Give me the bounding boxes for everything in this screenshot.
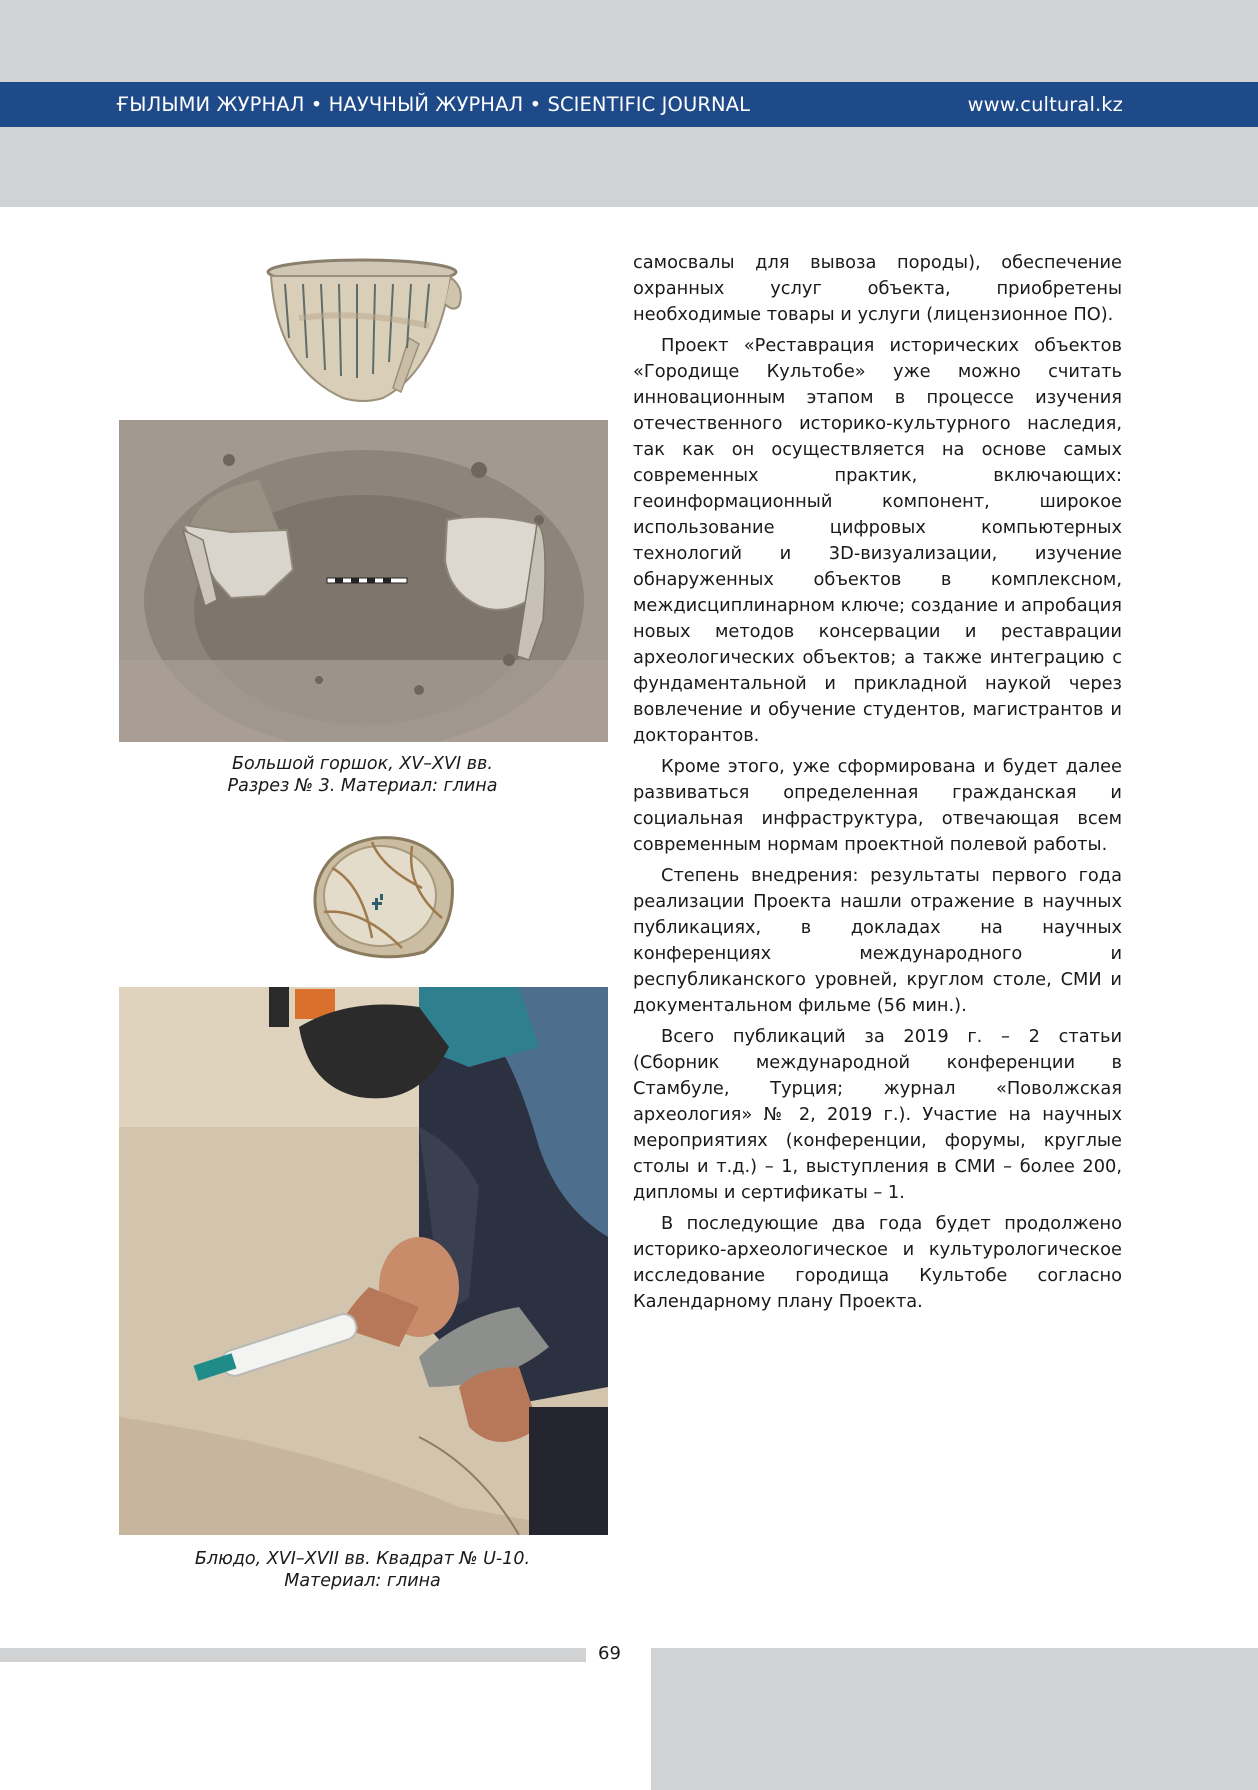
- journal-names: ҒЫЛЫМИ ЖУРНАЛ • НАУЧНЫЙ ЖУРНАЛ • SCIENTIFIC JOURNAL: [116, 93, 751, 116]
- caption-1-line-2: Разрез № 3. Материал: глина: [227, 776, 498, 796]
- paragraph-6: В последующие два года будет продолжено историко-археологическое и культурологическое исследование городища Культобе согласно Календарному плану Проекта.: [633, 1213, 1122, 1312]
- paragraph-2: Проект «Реставрация исторических объектов «Городище Культобе» уже можно считать инновационным этапом в процессе изучения отечественного историко-культурного наследия, так как он осуществляется на основе самых современных практик, включающих: геоинформационный компонент, широкое использование цифровых компьютерных технологий и 3D-визуализации, изучение обнаруженных объектов в комплексном, междисциплинарном ключе; создание и апробация новых методов консервации и реставрации археологических объектов; а также интеграцию с фундаментальной и прикладной наукой через вовлечение и обучение студентов, магистрантов и докторантов.: [633, 335, 1122, 746]
- footer-bar-left: [0, 1648, 586, 1662]
- paragraph-5: Всего публикаций за 2019 г. – 2 статьи (Сборник международной конференции в Стамбуле, Турция; журнал «Поволжская археология» № 2, 2019 г.). Участие на научных мероприятиях (конференции, форумы, круглые столы и т.д.) – 1, выступления в СМИ – более 200, дипломы и сертификаты – 1.: [633, 1026, 1122, 1203]
- pot-photo: [259, 258, 465, 406]
- caption-1-line-1: Большой горшок, XV–XVI вв.: [232, 754, 493, 774]
- page-number: 69: [598, 1643, 621, 1664]
- archaeologist-brushing-photo: [119, 987, 608, 1535]
- dish-photo: [302, 828, 457, 964]
- paragraph-4: Степень внедрения: результаты первого года реализации Проекта нашли отражение в научных публикациях, в докладах на научных конференциях международного и республиканского уровней, круглом столе, СМИ и документальном фильме (56 мин.).: [633, 865, 1122, 1016]
- article-body: [633, 250, 1122, 1320]
- footer-bar-right: [651, 1648, 1258, 1790]
- caption-2-line-1: Блюдо, XVI–XVII вв. Квадрат № U-10.: [194, 1549, 531, 1569]
- paragraph-1: самосвалы для вывоза породы), обеспечение охранных услуг объекта, приобретены необходимые товары и услуги (лицензионное ПО).: [633, 252, 1122, 325]
- website-url: www.cultural.kz: [967, 93, 1123, 116]
- excavation-pit-photo: [119, 420, 608, 742]
- caption-2-line-2: Материал: глина: [284, 1571, 441, 1591]
- figure-caption-1: [150, 753, 575, 797]
- figure-caption-2: [150, 1548, 575, 1592]
- journal-header-band: [0, 82, 1258, 127]
- paragraph-3: Кроме этого, уже сформирована и будет далее развиваться определенная гражданская и социальная инфраструктура, отвечающая всем современным нормам проектной полевой работы.: [633, 756, 1122, 855]
